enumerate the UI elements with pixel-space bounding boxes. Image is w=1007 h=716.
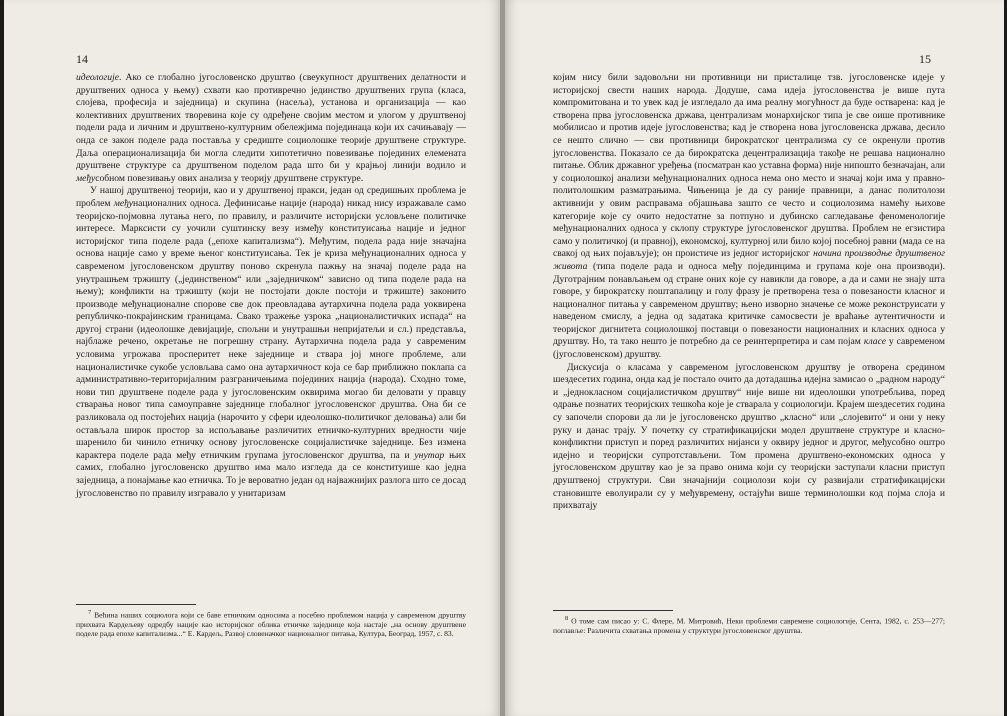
page-number-right: 15 [919, 52, 931, 66]
footnote-marker-left: 7 [88, 609, 92, 616]
left-paragraph-2: У нашој друштвеној теорији, као и у друштвеној пракси, један од средишњих проблема је проблем међунационалних односа. Дефинисање нације (народа) никад нису изражавале само теоријско-појмовна лутања него, по правилу, и различите историјски условљене политичке интересе. Марксисти су уочили суштинску везу између конституисања нације и једног историјског типа поделе рада („епохе капитализма“). Међутим, подела рада није значајна основа нације само у време њеног конституисања. Тек је криза међунационалних односа у савременом југословенском друштву поново скренула пажњу на значај поделе рада на унутрашњем тржишту („јединственом“ или „заједничком“ зависно од типа поделе рада на њему); конфликти на тржишту (који не постојати докле постоји и тржиште) законито производе међунационалне спорове све док преовладава аутархична подела рада уоквирена републичко-покрајинским границама. Свако тражење узрока „националистичких испада“ на другој страни (идеолошке девијације, спољни и унутрашњи непријатељи и сл.) представља, најблаже речено, окретање не погрешну страну. Аутархична подела рада у савременим условима угрожава просперитет неке заједнице и ствара јој многе проблеме, али националистичке сукобе условљава само она аутархичност која се бар приближно поклапа са административно-територијалним разграничењима појединих нација (народа). Сходно томе, нови тип друштвене поделе рада у југословенским оквирима могао би деловати у правцу стварања новог типа самоуправне заједнице глобалног југословенског друштва. Она би се разликовала од постојећих нација (нарочито у сфери идеолошко-политичког деловања) али би остављала широк простор за испољавање различитих етничко-културних вредности чије шаренило би чинило етничку основу југословенске социјалистичке заједнице. Без измена карактера поделе рада међу етничким групама југословенског друштва, па и унутар њих самих, глобално југословенско друштво има мало изгледа да се конституише као једна заједница, а понајмање као етничка. То је вероватно један од најважнијих разлога што се досад југословенство по правилу изгравало у унитаризам [76, 185, 466, 499]
footnote-marker-right: 8 [565, 615, 569, 622]
left-page [4, 0, 501, 716]
page-number-left: 14 [76, 52, 88, 66]
left-page-body [76, 72, 466, 500]
left-paragraph-1: идеологије. Ако се глобално југословенско друштво (свеукупност друштвених делатности и друштвених односа у њему) схвати као противречно јединство друштвених група (класа, слојева, професија и заједница) и скупина (насеља), установа и организација — као колективних друштвених творевина које су одређене својим местом и улогом у друштвеној подели рада и личним и друштвено-културним обележјима појединаца који их сачињавају — онда се закон поделе рада поставља у средиште социолошке теорије друштвене структуре. Даља операционализација би могла следити хипотетично повезивање појединих елемената друштвене структуре са друштвеном поделом рада што би у крајњој линији водило и међусобном повезивању ових анализа у теорију друштвене структуре. [76, 72, 466, 184]
footnote-right [553, 614, 945, 635]
footnote-rule-left [76, 604, 196, 605]
footnote-text-left: Већина наших социолога који се баве етничким односима а посебно проблемом нација у савременом друштву прихвата Кардељеву одредбу нације као историјског облика етничке заједнице која настаје „на основу друштвене поделе рада епохе капитализма...“ Е. Кардељ, Развој словеначког националног питања, Култура, Београд, 1957, с. 83. [76, 610, 467, 639]
right-page-body [553, 72, 945, 513]
footnote-text-right: О томе сам писао у: С. Флере, М. Митровић, Неки проблеми савремене социологије, Сента, 1982, с. 253—277; поглавље: Различита схватања промена у структури југословенског друштва. [553, 616, 945, 635]
right-paragraph-2: Дискусија о класама у савременом југословенском друштву је отворена средином шездесетих година, онда кад је постало очито да дотадашња идејна замисао о „радном народу“ и „једнокласном социјалистичком друштву“ није више ни идеолошки употребљива, поред одрање познатих теоријских тешкоћа које је стварала у социологији. Крајем шездесетих година су започели спорови да ли је југословенско друштво „класно“ или „слојевито“ и они у неку руку и данас трају. У почетку су стратификацијски модел друштвене структуре и класно-конфликтни приступ и поред различитих нијанси у оквиру једног и другог, међусобно оштро идејно и теоријски супротстављени. Том промена друштвено-економских односа у југословенском друштву као је за право онима који су теоријски заступали класни приступ друштвеној структури. Сви значајнији социолози који су развијали стратификацијски становиште еволуирали су у међувремену, остајући више терминолошки код појма слоја и прихватају [553, 361, 945, 512]
right-paragraph-1: којим нису били задовољни ни противници ни присталице тзв. југословенске идеје у историјској свести наших народа. Додуше, сама идеја југословенства је више пута компромитована и то увек кад је изгледало да има реалну могућност да буде остварена: кад је створена прва југословенска држава, централизам монархијског типа је све оише противнике мобилисао и против идеје југословенства; кад је створена нова југословенска држава, десило се нешто слично — сви противници бирократског централизма су се окренули против југословенства. Показало се да бирократска децентрализација такође не решава национално питање. Облик државног уређења (посматран као уставна форма) није нипошто безначајан, али у социолошкој анализи међунационалних односа нема оно место и значај који има у правно-политолошким разматрањима. Чињеница је да су раније правници, а данас политолози активнији у овим расправама објашњава зашто се често и социолозима намећу њихове категорије које су очито недостатне за потпуно и дубинско сагледавање феноменологије међунационалних односа у склопу структуре југословенског друштва. Проблем не егзистира само у политичкој (и правној), економској, културној или било којој посебној равни (мада се на свакој од њих појављује); он проистиче из једног историјског начина производње друштвеног живота (типа поделе рада и односа међу појединцима и групама које она производи). Дуготрајним понављањем од стране оних које су навикли да говоре, а да и сами не знају шта говоре, у бирократску поштапалицу и голу фразу је претворена теза о повезаности класног и националног питања у савременом друштву; њено изворно значење се може реконструисати у наведеном смислу, а једна од задатака критичке самосвести је враћање аутентичности и теоријског дигнитета социолошкој поставци о повезаности националних и класних односа у друштву. Но, та тако нешто је потребно да се реинтерпретира и сам појам класе у савременом (југословенском) друштву. [553, 72, 945, 361]
right-page [505, 0, 1005, 716]
footnote-rule-right [553, 610, 673, 611]
footnote-left [76, 608, 466, 639]
